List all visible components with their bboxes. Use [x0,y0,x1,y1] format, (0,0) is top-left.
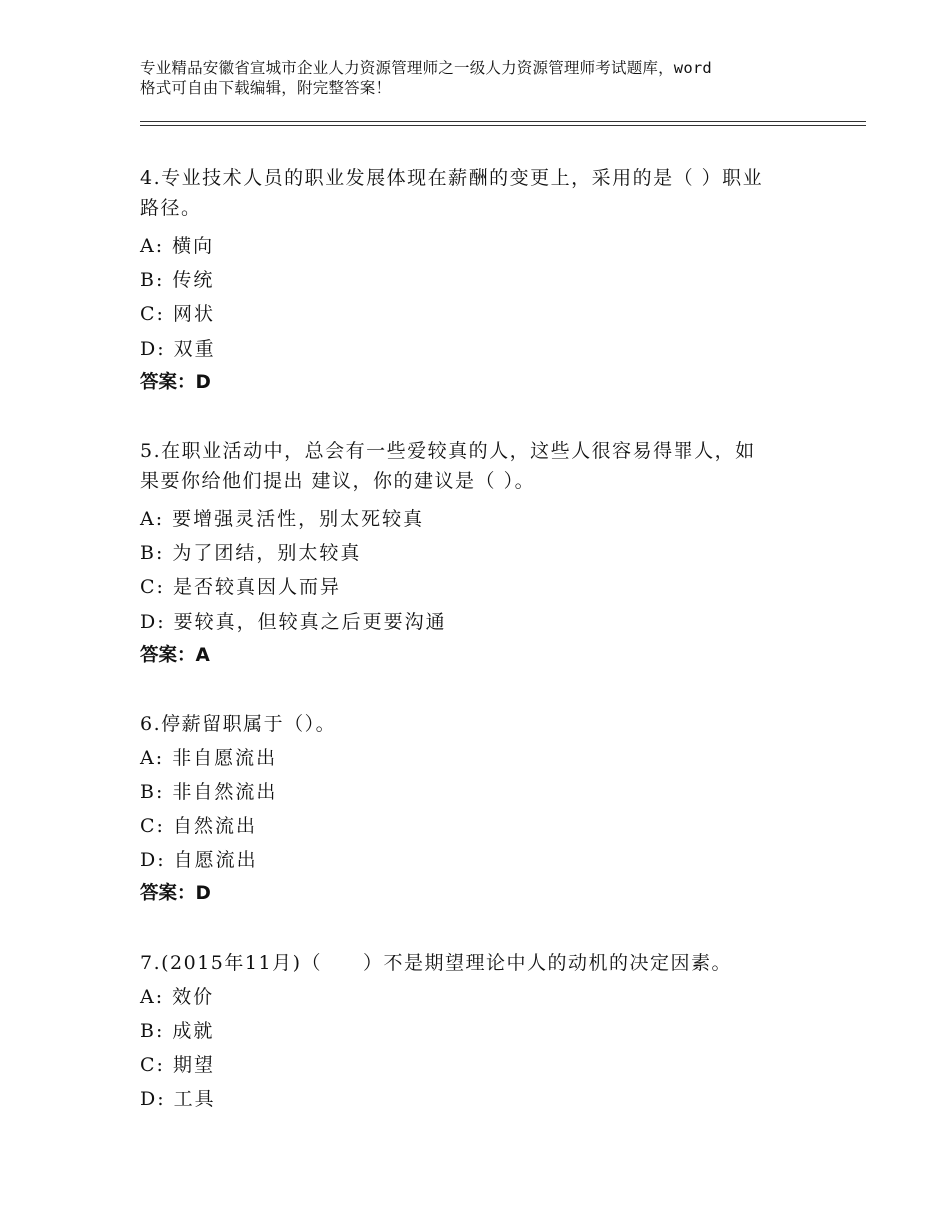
question-7-option-b: B: 成就 [140,1020,215,1042]
question-4-option-b: B: 传统 [140,269,215,291]
question-4-option-c: C: 网状 [140,303,215,325]
header-rule-bottom [140,125,866,126]
question-5-option-a: A: 要增强灵活性，别太死较真 [140,508,425,530]
question-5-option-b: B: 为了团结，别太较真 [140,542,362,564]
question-6-answer: 答案：D [140,883,211,904]
question-7-option-d: D: 工具 [140,1088,216,1110]
question-6-stem [140,709,820,739]
question-stem-line: 路径。 [140,197,202,219]
question-5-option-c: C: 是否较真因人而异 [140,576,341,598]
question-7-option-a: A: 效价 [140,986,215,1008]
header-line-2: 格式可自由下载编辑，附完整答案！ [140,79,392,97]
question-stem-line: 5.在职业活动中，总会有一些爱较真的人，这些人很容易得罪人，如 [140,440,756,462]
question-stem-line: 4.专业技术人员的职业发展体现在薪酬的变更上，采用的是（ ）职业 [140,167,764,189]
question-5-answer: 答案：A [140,645,210,666]
question-7-option-c: C: 期望 [140,1054,215,1076]
question-6-option-a: A: 非自愿流出 [140,747,278,769]
question-4-answer: 答案：D [140,372,211,393]
question-6-option-d: D: 自愿流出 [140,849,258,871]
question-6-option-c: C: 自然流出 [140,815,257,837]
header-line-1: 专业精品安徽省宣城市企业人力资源管理师之一级人力资源管理师考试题库，word [140,59,712,77]
question-5-stem [140,436,820,496]
question-stem-line: 6.停薪留职属于（）。 [140,713,337,735]
question-7-stem [140,948,820,978]
question-4-option-d: D: 双重 [140,338,216,360]
question-stem-line: 7.(2015年11月)（ ）不是期望理论中人的动机的决定因素。 [140,952,732,974]
question-5-option-d: D: 要较真，但较真之后更要沟通 [140,611,447,633]
question-4-option-a: A: 横向 [140,235,215,257]
question-6-option-b: B: 非自然流出 [140,781,278,803]
question-stem-line: 果要你给他们提出 建议，你的建议是（ ）。 [140,470,536,492]
header-rule-top [140,121,866,122]
question-4-stem [140,163,820,223]
document-header [140,58,840,98]
